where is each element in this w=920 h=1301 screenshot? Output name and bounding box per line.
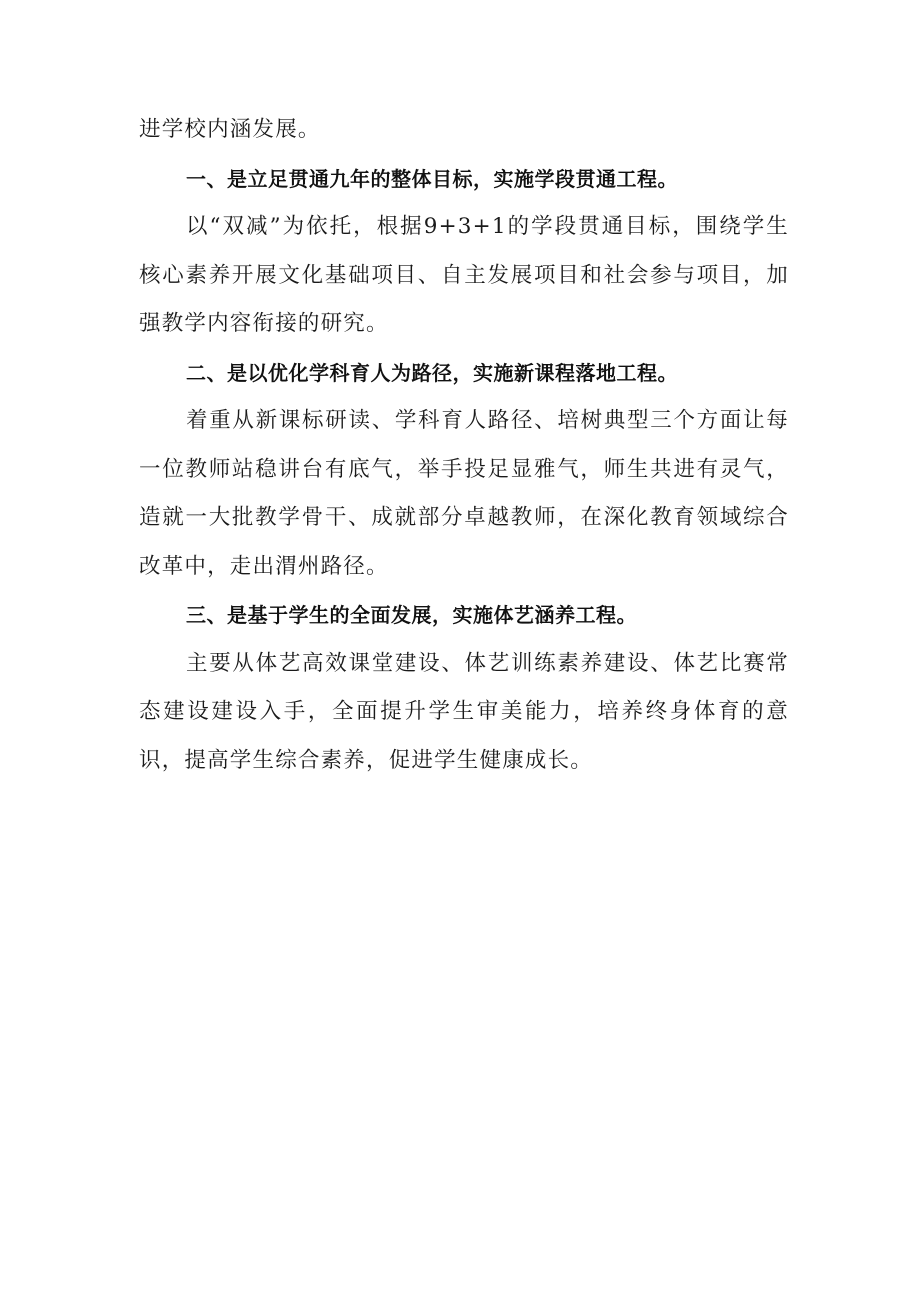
- document-body: [139, 106, 789, 785]
- section-1-heading: 一、是立足贯通九年的整体目标，实施学段贯通工程。: [186, 166, 678, 191]
- section-1-body: 以“双减”为依托，根据9+3+1的学段贯通目标，围绕学生核心素养开展文化基础项目、自主发展项目和社会参与项目，加强教学内容衔接的研究。: [139, 214, 789, 336]
- section-3-body: 主要从体艺高效课堂建设、体艺训练素养建设、体艺比赛常态建设建设入手，全面提升学生审美能力，培养终身体育的意识，提高学生综合素养，促进学生健康成长。: [139, 650, 789, 773]
- intro-paragraph-tail: 进学校内涵发展。: [139, 117, 321, 142]
- section-2-heading: 二、是以优化学科育人为路径，实施新课程落地工程。: [186, 360, 678, 385]
- section-2-body: 着重从新课标研读、学科育人路径、培树典型三个方面让每一位教师站稳讲台有底气，举手投足显雅气，师生共进有灵气，造就一大批教学骨干、成就部分卓越教师，在深化教育领域综合改革中，走出渭州路径。: [139, 408, 789, 579]
- section-3-heading: 三、是基于学生的全面发展，实施体艺涵养工程。: [186, 603, 637, 627]
